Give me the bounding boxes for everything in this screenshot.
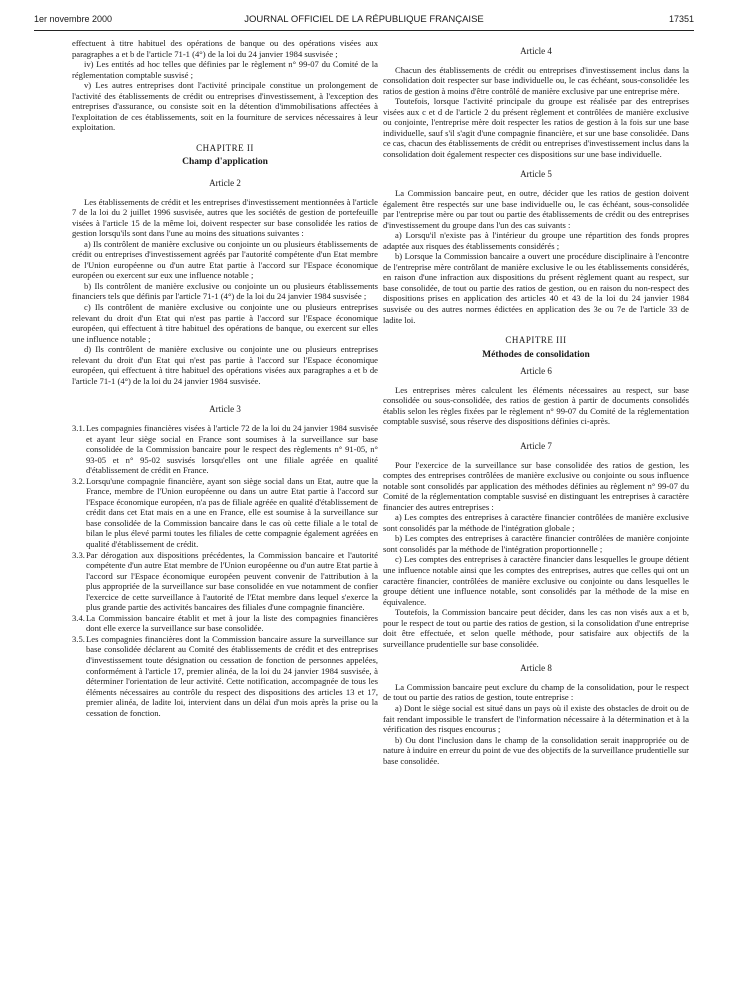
item-number: 3.5.	[72, 633, 85, 644]
left-column	[72, 38, 378, 718]
paragraph: a) Lorsqu'il n'existe pas à l'intérieur du groupe une répartition des fonds propres adaptée aux risques des établissements considérés ;	[383, 230, 689, 251]
numbered-item	[72, 423, 378, 476]
paragraph: Chacun des établissements de crédit ou entreprises d'investissement inclus dans la consolidation doit respecter sur base individuelle ou, le cas échéant, sous-consolidée les ratios de gestion à moins d'être contrôlé de manière exclusive par une entreprise mère.	[383, 64, 689, 96]
article-heading: Article 4	[520, 46, 552, 56]
paragraph: a) Les comptes des entreprises à caractère financier contrôlées de manière exclusive sont consolidés par la méthode de l'intégration globale ;	[383, 512, 689, 533]
header-journal-title: JOURNAL OFFICIEL DE LA RÉPUBLIQUE FRANÇAISE	[244, 14, 484, 25]
paragraph: Les entreprises mères calculent les éléments nécessaires au respect, sur base consolidée ou sous-consolidée, des ratios de gestion à partir de documents consolidés établis selon les règles fixées par le règlement n° 99-07 du Comité de la réglementation comptable susvisé, sous réserve des dispositions définies ci-après.	[383, 384, 689, 427]
article-heading: Article 8	[520, 663, 552, 674]
paragraph: c) Ils contrôlent de manière exclusive ou conjointe une ou plusieurs entreprises relevant du droit d'un Etat qui n'est pas partie à l'accord sur l'Espace économique européen, qui effectuent à titre habituel des opérations de banque, ou exercent sur elles une influence notable ;	[72, 302, 378, 344]
header-page-number: 17351	[668, 14, 694, 24]
article-heading: Article 6	[520, 366, 552, 377]
numbered-item	[72, 613, 378, 634]
paragraph: v) Les autres entreprises dont l'activité principale constitue un prolongement de l'activité des établissements de crédit ou entreprises d'investissement, à l'exception des entreprises d'assurance, ou consiste soit en la détention d'immobilisations affectées à l'exploitation de ces établissements, soit en la fourniture de services nécessaires à leur exploitation.	[72, 80, 378, 133]
paragraph: Les établissements de crédit et les entreprises d'investissement mentionnées à l'article 7 de la loi du 2 juillet 1996 susvisée, autres que les sociétés de gestion de portefeuille visées à l'article 15 de la même loi, doivent respecter sur base consolidée les ratios de gestion lorsqu'ils sont dans l'une au moins des situations suivantes :	[72, 196, 378, 239]
paragraph: La Commission bancaire peut, en outre, décider que les ratios de gestion doivent également être respectés sur une base individuelle ou, le cas échéant, sous-consolidée par l'entreprise mère ou par tout ou partie des établissements de crédit ou des entreprises d'investissement du groupe dans l'un des cas suivants :	[383, 188, 689, 230]
article-heading: Article 7	[520, 440, 552, 451]
paragraph: La Commission bancaire peut exclure du champ de la consolidation, pour le respect de tout ou partie des ratios de gestion, toute entreprise :	[383, 681, 689, 703]
item-text: Les compagnies financières dont la Commission bancaire assure la surveillance sur base consolidée déclarent au Comité des établissements de crédit et des entreprises d'investissement toute désignation ou cessation de fonction de personnes appelées, conformément à l'article 17, premier alinéa, de la loi du 24 janvier 1984 susvisée, à déterminer l'orientation de leur activité. Cette notification, accompagnée de tous les éléments nécessaires au contrôle du respect des dispositions des articles 13 et 17, premier alinéa, de ladite loi, intervient dans un délai d'un mois après la prise ou la cessation de fonction.	[86, 633, 378, 718]
article-heading: Article 2	[209, 178, 241, 189]
item-number: 3.2.	[72, 475, 85, 486]
item-text: Lorsqu'une compagnie financière, ayant son siège social dans un Etat, autre que la France, membre de l'Union européenne ou dans un autre Etat partie à l'accord sur l'Espace économique européen, n'a pas de filiale agréée en qualité d'établissement de crédit dans cet Etat mais en a une en France, elle est soumise à la surveillance sur base consolidée de la Commission bancaire dans le cas où cette filiale a le total de bilan le plus élevé parmi toutes les filiales de cette compagnie également agréées en qualité d'établissement de crédit.	[86, 475, 378, 549]
paragraph: b) Lorsque la Commission bancaire a ouvert une procédure disciplinaire à l'encontre de l'entreprise mère contrôlant de manière exclusive le ou les établissements considérés, en raison d'une infraction aux dispositions du présent règlement quant au respect, sur base consolidée, de tout ou partie des ratios de gestion, ou en raison du non-respect des dispositions prises en application des articles 40 et 43 de la loi du 24 janvier 1984 susvisée ou des autres normes édictées en application des 3e ou 7e de l'article 33 de ladite loi.	[383, 251, 689, 325]
paragraph: b) Ils contrôlent de manière exclusive ou conjointe un ou plusieurs établissements financiers tels que définis par l'article 71-1 (4°) de la loi du 24 janvier 1984 susvisée ;	[72, 280, 378, 302]
article-heading: Article 3	[209, 404, 241, 415]
paragraph: b) Ou dont l'inclusion dans le champ de la consolidation serait inappropriée ou de nature à induire en erreur du point de vue des objectifs de la surveillance prudentielle sur base consolidée.	[383, 734, 689, 766]
header-date: 1er novembre 2000	[34, 14, 113, 24]
article-heading: Article 5	[520, 169, 552, 180]
item-number: 3.4.	[72, 612, 85, 623]
right-column	[383, 38, 689, 766]
chapter-title: Méthodes de consolidation	[482, 349, 590, 360]
item-number: 3.1.	[72, 422, 85, 433]
paragraph: a) Dont le siège social est situé dans un pays où il existe des obstacles de droit ou de fait rendant impossible le transfert de l'information nécessaire à la détermination et à la vérification des risques encourus ;	[383, 702, 689, 735]
numbered-item	[72, 476, 378, 550]
paragraph: d) Ils contrôlent de manière exclusive ou conjointe une ou plusieurs entreprises relevant du droit d'un Etat qui n'est pas partie à l'accord sur l'Espace économique européen, qui effectuent à titre habituel des opérations visées aux paragraphes a et b de l'article 71-1 (4°) de la loi du 24 janvier 1984 susvisée.	[72, 344, 378, 386]
item-text: La Commission bancaire établit et met à jour la liste des compagnies financières dont elle exerce la surveillance sur base consolidée.	[86, 612, 378, 634]
item-text: Par dérogation aux dispositions précédentes, la Commission bancaire et l'autorité compétente d'un autre Etat membre de l'Union européenne ou d'un autre Etat partie à l'accord sur l'Espace économique européen peuvent convenir de l'attribution à la plus appropriée de la surveillance sur base consolidée en vue notamment de confier l'exercice de cette surveillance à l'autorité de l'Etat membre dans lequel s'exerce la plus grande partie des activités bancaires des filiales d'une compagnie financière.	[86, 549, 378, 613]
paragraph: iv) Les entités ad hoc telles que définies par le règlement n° 99-07 du Comité de la réglementation comptable susvisé ;	[72, 59, 378, 80]
paragraph: a) Ils contrôlent de manière exclusive ou conjointe un ou plusieurs établissements de crédit ou entreprises d'investissement agréés par l'autorité compétente d'un Etat membre de l'Union européenne ou d'un autre Etat partie à l'accord sur l'Espace économique européen ou exercent sur eux une influence notable ;	[72, 238, 378, 281]
chapter-heading: CHAPITRE III	[505, 335, 567, 346]
chapter-heading: CHAPITRE II	[196, 142, 254, 153]
paragraph: Toutefois, la Commission bancaire peut décider, dans les cas non visés aux a et b, pour le respect de tout ou partie des ratios de gestion, si la consolidation d'une entreprise doit être effectuée, et selon quelle méthode, pour satisfaire aux objectifs de la surveillance prudentielle sur base consolidée.	[383, 607, 689, 649]
paragraph: Pour l'exercice de la surveillance sur base consolidée des ratios de gestion, les comptes des entreprises contrôlées de manière exclusive ou conjointe ou sous influence notable sont consolidés par application des méthodes définies au règlement n° 99-07 du Comité de la réglementation comptable susvisé en distinguant les entreprises à caractère financier des autres entreprises :	[383, 459, 689, 512]
paragraph: b) Les comptes des entreprises à caractère financier contrôlées de manière conjointe sont consolidés par la méthode de l'intégration proportionnelle ;	[383, 533, 689, 554]
chapter-title: Champ d'application	[182, 157, 268, 168]
paragraph: Toutefois, lorsque l'activité principale du groupe est réalisée par des entreprises visées aux c et d de l'article 2 du présent règlement et contrôlées de manière exclusive ou conjointe, l'entreprise mère doit respecter les ratios de gestion à la fois sur une base individuelle, sauf s'il s'agit d'une compagnie financière, et sur une base consolidée. Dans ce cas, chacun des établissements de crédit ou entreprises d'investissement inclus dans la consolidation doit également respecter ces dispositions sur une base individuelle.	[383, 96, 689, 159]
header-rule	[34, 30, 694, 31]
item-text: Les compagnies financières visées à l'article 72 de la loi du 24 janvier 1984 susvisée et ayant leur siège social en France sont soumises à la surveillance sur base consolidée de la Commission bancaire pour le respect des règlements n° 91-05, n° 93-05 et n° 95-02 susvisés lorsqu'elles ont une filiale agréée en qualité d'établissement de crédit en France.	[86, 422, 378, 476]
page-header	[34, 14, 694, 30]
paragraph: effectuent à titre habituel des opérations de banque ou des opérations visées aux paragraphes a et b de l'article 71-1 (4°) de la loi du 24 janvier 1984 susvisée ;	[72, 38, 378, 59]
numbered-item	[72, 550, 378, 613]
item-number: 3.3.	[72, 549, 85, 560]
numbered-item	[72, 634, 378, 718]
paragraph: c) Les comptes des entreprises à caractère financier dans lesquelles le groupe détient une influence notable ainsi que les comptes des entreprises, autres que celles qui ont un caractère financier, contrôlées de manière exclusive ou conjointe ou dans lesquelles le groupe détient une influence notable, sont consolidés par la méthode de la mise en équivalence.	[383, 554, 689, 607]
